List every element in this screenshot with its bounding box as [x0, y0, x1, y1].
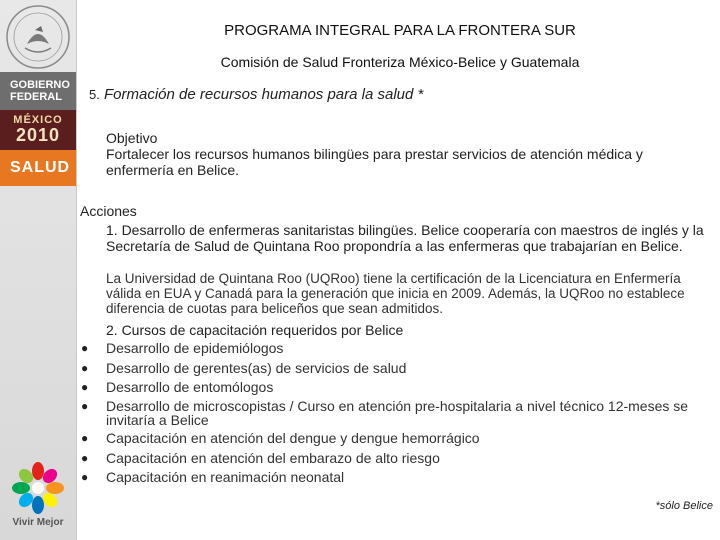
mexico-2010-logo: MÉXICO 2010 — [0, 110, 76, 150]
bullet-icon: ● — [81, 450, 89, 465]
list-item: ● Capacitación en atención del embarazo de alto riesgo — [81, 449, 440, 466]
section-number: 5. — [89, 87, 100, 102]
list-item: ● Capacitación en atención del dengue y dengue hemorrágico — [81, 430, 480, 446]
bullet-icon: ● — [81, 360, 89, 375]
section-title: Formación de recursos humanos para la salud * — [104, 86, 424, 103]
accion-1-body: La Universidad de Quintana Roo (UQRoo) tiene la certificación de la Licenciatura en Enfermería válida en EUA y Canadá para la generación que inicia en 2009. Además, la UQRoo no establece diferencia de cuotas para beliceños que sean admitidos. — [106, 271, 685, 316]
acciones-label: Acciones — [80, 203, 137, 219]
training-list — [76, 340, 716, 489]
objetivo-label: Objetivo — [106, 130, 158, 146]
page-subtitle: Comisión de Salud Fronteriza México-Belice y Guatemala — [220, 54, 580, 70]
salud-logo: SALUD — [0, 150, 76, 186]
list-item: ● Capacitación en reanimación neonatal — [81, 469, 345, 485]
section-heading — [89, 86, 423, 103]
list-item: ● Desarrollo de gerentes(as) de servicios de salud — [81, 359, 407, 376]
mexico-seal-icon — [5, 4, 71, 70]
objetivo-text: Fortalecer los recursos humanos bilingües para prestar servicios de atención médica y enfermería en Belice. — [106, 146, 643, 178]
footnote: *sólo Belice — [655, 500, 713, 512]
bullet-icon: ● — [81, 380, 89, 394]
bullet-icon: ● — [81, 341, 89, 355]
vivir-mejor-label: Vivir Mejor — [12, 517, 64, 528]
bullet-icon: ● — [81, 470, 89, 484]
list-item: ● Desarrollo de microscopistas / Curso en atención pre-hospitalaria a nivel técnico 12-meses se invitaría a Belice — [81, 397, 689, 428]
bullet-icon: ● — [81, 431, 89, 445]
page-title: PROGRAMA INTEGRAL PARA LA FRONTERA SUR — [224, 22, 576, 39]
list-item: ● Desarrollo de epidemiólogos — [81, 340, 284, 356]
objetivo-block — [106, 130, 706, 178]
vivir-mejor-flower-icon — [8, 462, 68, 514]
accion-1-title: 1. Desarrollo de enfermeras sanitaristas bilingües. Belice cooperaría con maestros de inglés y la Secretaría de Salud de Quintana Roo propondría a las enfermeras que trabajarían en Belice. — [106, 222, 704, 254]
gobierno-federal-logo: GOBIERNO FEDERAL — [0, 72, 76, 110]
bullet-icon: ● — [81, 398, 89, 413]
accion-2-title: 2. Cursos de capacitación requeridos por Belice — [106, 322, 404, 338]
list-item: ● Desarrollo de entomólogos — [81, 379, 274, 395]
sidebar — [0, 0, 77, 540]
